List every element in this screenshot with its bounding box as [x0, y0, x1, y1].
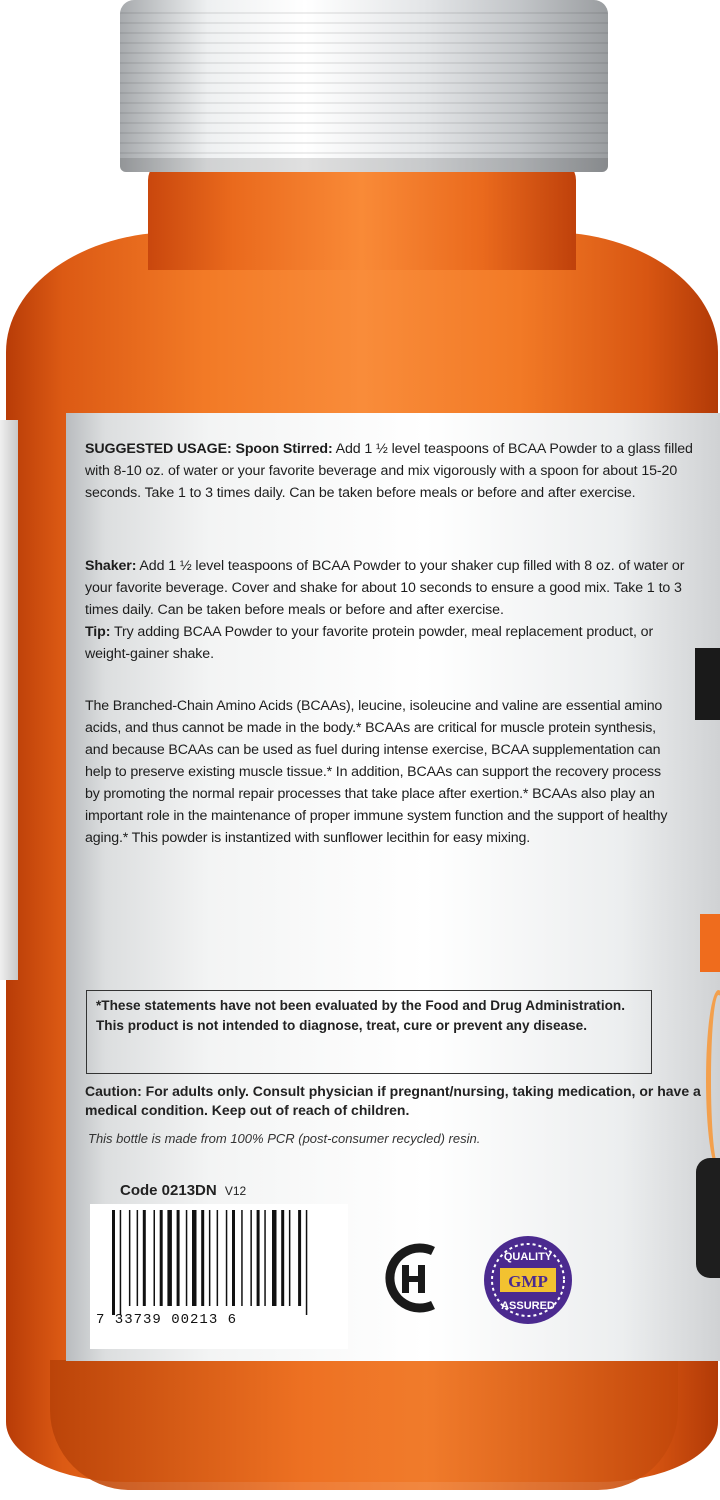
barcode-bars — [110, 1210, 328, 1315]
suggested-usage-heading: SUGGESTED USAGE: — [85, 441, 232, 457]
barcode-bar — [112, 1210, 115, 1315]
barcode-bar — [257, 1210, 260, 1306]
recycled-note: This bottle is made from 100% PCR (post-consumer recycled) resin. — [88, 1131, 481, 1146]
gmp-seal-top-text: QUALITY — [503, 1251, 553, 1263]
barcode-bar — [143, 1210, 146, 1306]
shaker-paragraph — [85, 555, 685, 665]
barcode-bar — [217, 1210, 219, 1306]
barcode-bar — [186, 1210, 188, 1306]
bottle-cap — [120, 0, 608, 172]
caution-text: Caution: For adults only. Consult physician if pregnant/nursing, taking medication, or have a medical condition. Keep out of reach of children. — [85, 1083, 701, 1118]
barcode-number: 7 33739 00213 6 — [96, 1312, 238, 1328]
barcode-bar — [120, 1210, 122, 1315]
barcode-bar — [250, 1210, 252, 1306]
tip-text: Try adding BCAA Powder to your favorite protein powder, meal replacement product, or weight-gainer shake. — [85, 624, 654, 662]
spoon-stirred-heading: Spoon Stirred: — [235, 441, 333, 457]
barcode-bar — [232, 1210, 235, 1306]
wrapped-brand-text — [695, 648, 720, 720]
barcode-bar — [160, 1210, 163, 1306]
barcode-bar — [177, 1210, 180, 1306]
barcode-bar — [281, 1210, 284, 1306]
barcode-bar — [154, 1210, 156, 1306]
gmp-seal-center-text: GMP — [508, 1272, 548, 1291]
label-wrap-edge — [0, 420, 18, 980]
code-number: Code 0213DN — [120, 1182, 217, 1199]
product-code — [120, 1182, 246, 1199]
bottle-neck — [148, 160, 576, 270]
tip-heading: Tip: — [85, 624, 111, 640]
barcode-bar — [306, 1210, 308, 1315]
gmp-seal-bottom-text: ASSURED — [501, 1300, 555, 1312]
barcode-bar — [298, 1210, 301, 1306]
wrapped-logo — [696, 1158, 720, 1278]
shaker-heading: Shaker: — [85, 558, 137, 574]
barcode-bar — [201, 1210, 204, 1306]
h-certification-icon — [385, 1243, 439, 1313]
wrapped-orange-badge — [700, 914, 720, 972]
code-version: V12 — [224, 1184, 247, 1198]
bottle-base — [50, 1360, 678, 1490]
barcode-bar — [226, 1210, 228, 1306]
shaker-text: Add 1 ½ level teaspoons of BCAA Powder to your shaker cup filled with 8 oz. of water or your favorite beverage. Cover and shake for about 10 seconds to ensure a good mix. Take 1 to 3 times daily. Can be taken before meals or before and after exercise. — [85, 558, 685, 618]
barcode-bar — [241, 1210, 243, 1306]
suggested-usage-text: Add 1 ½ level teaspoons of BCAA Powder to a glass filled with 8-10 oz. of water or your favorite beverage and mix vigorously with a spoon for about 15-20 seconds. Take 1 to 3 times daily. Can be taken before meals or before and after exercise. — [85, 441, 693, 501]
barcode-bar — [192, 1210, 197, 1306]
cap-rim — [120, 158, 608, 172]
barcode-bar — [264, 1210, 266, 1306]
gmp-quality-seal-icon — [478, 1232, 578, 1328]
barcode-bar — [137, 1210, 139, 1306]
cap-ridges — [120, 12, 608, 162]
barcode-bar — [209, 1210, 211, 1306]
barcode-bar — [289, 1210, 291, 1306]
suggested-usage-paragraph — [85, 438, 710, 504]
barcode-bar — [272, 1210, 277, 1306]
fda-disclaimer: *These statements have not been evaluated by the Food and Drug Administration. This product is not intended to diagnose, treat, cure or prevent any disease. — [96, 998, 625, 1033]
description-paragraph: The Branched-Chain Amino Acids (BCAAs), leucine, isoleucine and valine are essential amino acids, and thus cannot be made in the body.* BCAAs are critical for muscle protein synthesis, and because BCAAs can be used as fuel during intense exercise, BCAA supplementation can help to preserve existing muscle tissue.* In addition, BCAAs can support the recovery process by promoting the normal repair processes that take place after exertion.* BCAAs also play an important role in the maintenance of proper immune system function and the support of healthy aging.* This powder is instantized with sunflower lecithin for easy mixing. — [85, 698, 668, 846]
barcode-bar — [129, 1210, 131, 1306]
barcode-bar — [167, 1210, 172, 1306]
